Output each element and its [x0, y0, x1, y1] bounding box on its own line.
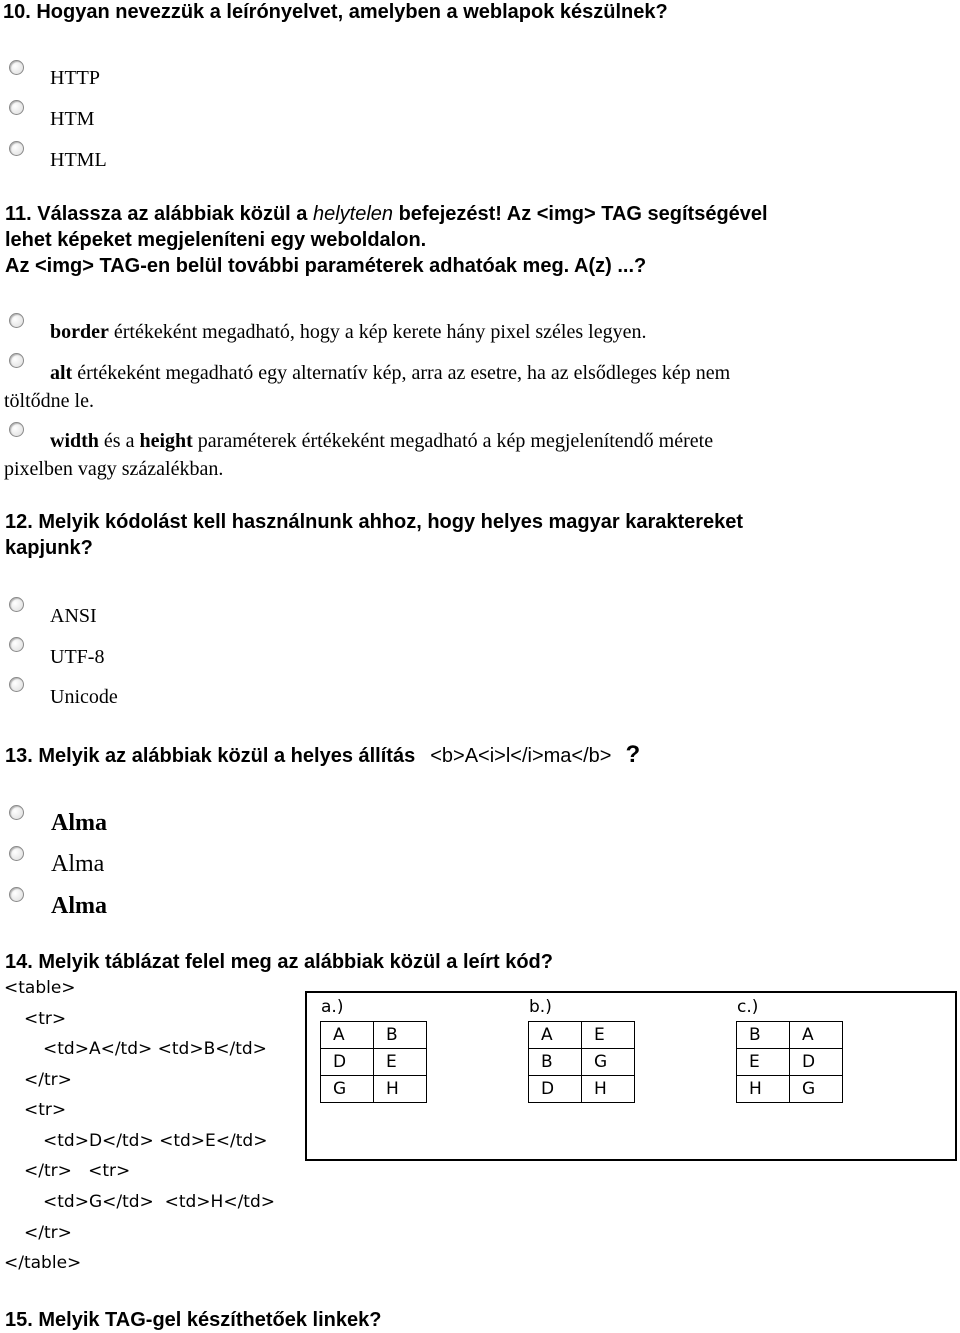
q12-option-1: ANSI — [50, 605, 97, 627]
table-cell: H — [582, 1076, 635, 1103]
code-line-8: <td>G</td> <td>H</td> — [43, 1192, 275, 1212]
table-cell: G — [321, 1076, 374, 1103]
table-row — [737, 1022, 843, 1049]
q11-title-line1 — [5, 201, 768, 227]
q11-option-3-text: paraméterek értékeként megadható a kép megjelenítendő mérete — [192, 430, 714, 452]
table-cell: G — [582, 1049, 635, 1076]
q13-radio-2[interactable] — [9, 846, 24, 861]
table-row — [737, 1049, 843, 1076]
table-row — [529, 1049, 635, 1076]
code-line-7: </tr> <tr> — [24, 1161, 131, 1181]
q13-option-2: Alma — [51, 851, 105, 877]
q15-title: 15. Melyik TAG-gel készíthetőek linkek? — [5, 1309, 382, 1331]
table-cell: E — [582, 1022, 635, 1049]
q11-option-3-continued: pixelben vagy százalékban. — [4, 458, 224, 480]
q13-option-3 — [51, 891, 107, 921]
q10-option-3: HTML — [50, 149, 107, 171]
q11-radio-3[interactable] — [9, 422, 24, 437]
q11-title-italic: helytelen — [312, 203, 394, 225]
code-line-2: <tr> — [24, 1009, 67, 1029]
q10-radio-1[interactable] — [9, 60, 24, 75]
code-line-3: <td>A</td> <td>B</td> — [43, 1039, 267, 1059]
q10-option-2: HTM — [50, 108, 95, 130]
q13-radio-1[interactable] — [9, 805, 24, 820]
code-line-9: </tr> — [24, 1223, 72, 1243]
q13-option-3-text: Alma — [51, 893, 107, 919]
table-cell: A — [529, 1022, 582, 1049]
table-c — [736, 1021, 843, 1103]
q12-option-3: Unicode — [50, 686, 118, 708]
q11-radio-1[interactable] — [9, 313, 24, 328]
q12-radio-3[interactable] — [9, 677, 24, 692]
q11-option-2-text: értékeként megadható egy alternatív kép, arra az esetre, ha az elsődleges kép nem — [72, 362, 731, 384]
q10-radio-3[interactable] — [9, 141, 24, 156]
q11-title-line3: Az <img> TAG-en belül további paraméterek adhatóak meg. A(z) ...? — [5, 255, 647, 277]
q11-option-1 — [50, 318, 646, 346]
code-line-10: </table> — [4, 1253, 82, 1273]
q11-option-2-continued: töltődne le. — [4, 390, 94, 412]
table-cell: H — [374, 1076, 427, 1103]
table-b — [528, 1021, 635, 1103]
table-cell: B — [529, 1049, 582, 1076]
table-b-label: b.) — [529, 997, 552, 1017]
q13-radio-3[interactable] — [9, 887, 24, 902]
q10-radio-2[interactable] — [9, 100, 24, 115]
code-line-4: </tr> — [24, 1070, 72, 1090]
q13-title-text: 13. Melyik az alábbiak közül a helyes állítás — [5, 745, 416, 767]
table-cell: H — [737, 1076, 790, 1103]
code-line-1: <table> — [4, 978, 76, 998]
table-cell: E — [374, 1049, 427, 1076]
table-a-label: a.) — [321, 997, 344, 1017]
q13-code: <b>A<i>l</i>ma</b> — [430, 745, 612, 767]
code-line-5: <tr> — [24, 1100, 67, 1120]
table-row — [321, 1076, 427, 1103]
q11-option-3 — [50, 427, 713, 455]
table-cell: G — [790, 1076, 843, 1103]
q11-title-part2: befejezést! Az <img> TAG segítségével — [393, 203, 768, 225]
q11-option-3-keyword2: height — [139, 430, 193, 452]
q11-option-1-keyword: border — [50, 321, 109, 343]
table-cell: A — [790, 1022, 843, 1049]
table-cell: D — [529, 1076, 582, 1103]
table-cell: B — [374, 1022, 427, 1049]
q10-title: 10. Hogyan nevezzük a leírónyelvet, amelyben a weblapok készülnek? — [3, 1, 668, 23]
q11-radio-2[interactable] — [9, 353, 24, 368]
table-row — [321, 1049, 427, 1076]
q12-radio-1[interactable] — [9, 597, 24, 612]
table-cell: E — [737, 1049, 790, 1076]
q11-option-3-keyword1: width — [50, 430, 99, 452]
q13-title — [5, 742, 640, 769]
table-cell: B — [737, 1022, 790, 1049]
table-cell: D — [321, 1049, 374, 1076]
table-row — [529, 1076, 635, 1103]
table-cell: D — [790, 1049, 843, 1076]
q11-option-1-text: értékeként megadható, hogy a kép kerete hány pixel széles legyen. — [108, 321, 647, 343]
table-row — [737, 1076, 843, 1103]
q11-title-part1: 11. Válassza az alábbiak közül a — [5, 203, 313, 225]
q10-option-1: HTTP — [50, 67, 100, 89]
table-cell: A — [321, 1022, 374, 1049]
q12-radio-2[interactable] — [9, 637, 24, 652]
q12-title-line1: 12. Melyik kódolást kell használnunk ahhoz, hogy helyes magyar karaktereket — [5, 511, 744, 533]
q11-option-3-mid: és a — [98, 430, 140, 452]
q11-title-line2: lehet képeket megjeleníteni egy weboldalon. — [5, 229, 427, 251]
table-a — [320, 1021, 427, 1103]
q11-option-2 — [50, 359, 730, 387]
q12-option-2: UTF-8 — [50, 646, 105, 668]
q14-title: 14. Melyik táblázat felel meg az alábbiak közül a leírt kód? — [5, 951, 553, 973]
q11-option-2-keyword: alt — [50, 362, 73, 384]
q13-question-mark: ? — [625, 741, 641, 768]
q13-option-1: Alma — [51, 810, 107, 836]
table-c-label: c.) — [737, 997, 759, 1017]
code-line-6: <td>D</td> <td>E</td> — [43, 1131, 268, 1151]
table-row — [529, 1022, 635, 1049]
table-row — [321, 1022, 427, 1049]
q12-title-line2: kapjunk? — [5, 537, 93, 559]
